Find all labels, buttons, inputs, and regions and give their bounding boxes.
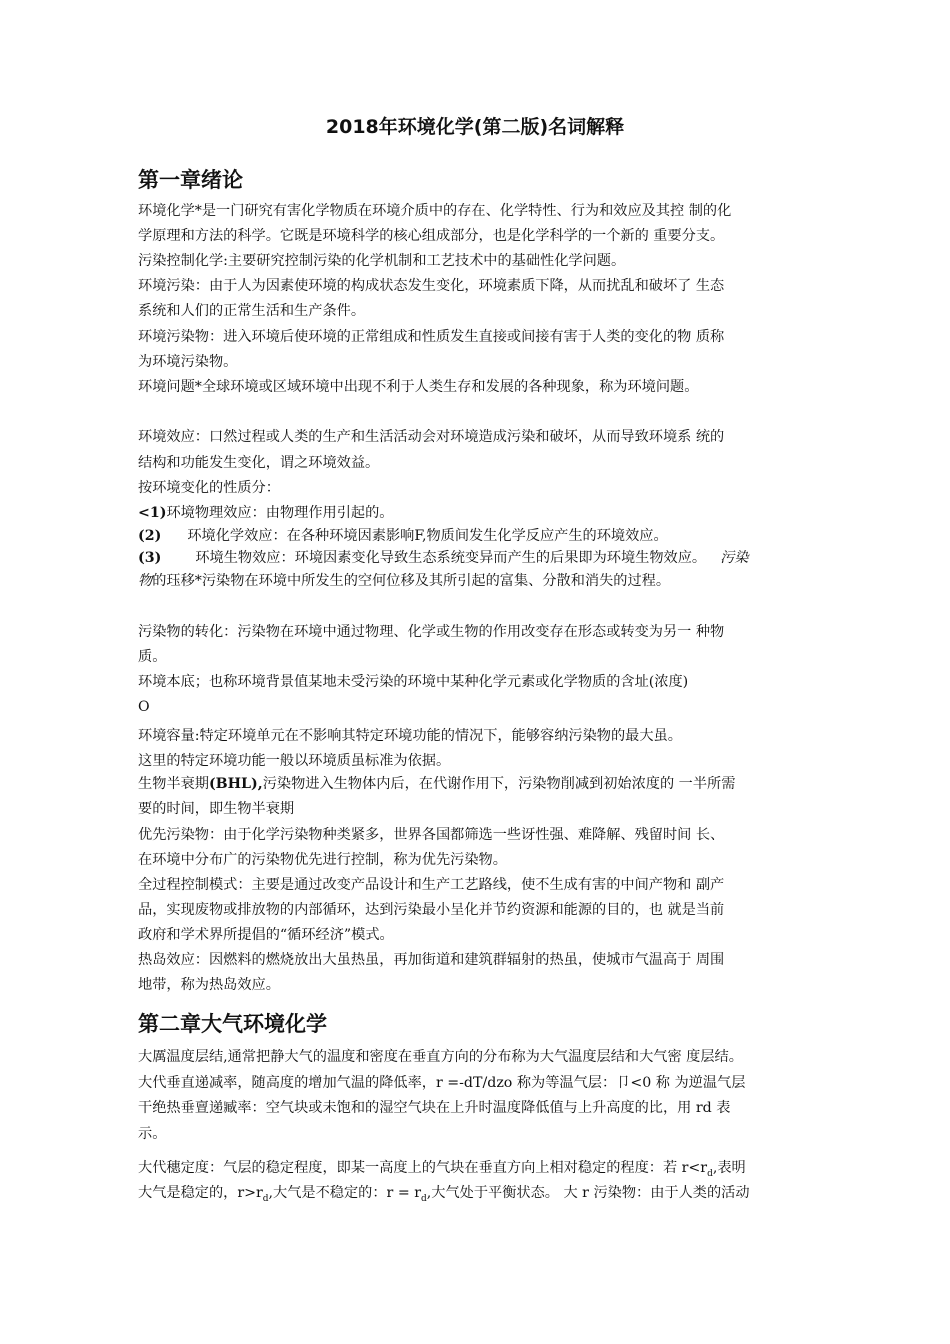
paragraph-line: 示。 [138, 1126, 167, 1142]
document-title: 2018年环境化学(第二版)名词解释 [325, 116, 625, 138]
italic-text: 污染 [720, 550, 749, 566]
paragraph-line: 在环境中分布广的污染物优先进行控制，称为优先污染物。 [138, 852, 507, 868]
paragraph-line: 污染物的转化：污染物在环境中通过物理、化学或生物的作用改变存在形态或转变为另一 种物 [138, 624, 725, 640]
paragraph-line [138, 774, 818, 794]
paragraph-line: 热岛效应：因燃料的燃烧放出大虽热虽，再加街道和建筑群辐射的热虽，使城市气温高于 周围 [138, 952, 725, 968]
line-text: ,大气处于平衡状态。 大 r 污染物：由于人类的活动 [426, 1185, 750, 1201]
list-number: <1) [138, 505, 167, 521]
paragraph-line: 污染控制化学:主要研究控制污染的化学机制和工艺技术中的基础性化学问题。 [138, 253, 626, 269]
chapter-1-heading: 第一章绪论 [138, 168, 243, 192]
list-item [138, 503, 818, 523]
paragraph-line: 环境容量:特定环境单元在不影响其特定环境功能的情况下，能够容纳污染物的最大虽。 [138, 728, 682, 744]
paragraph-line: 环境问题*全球环境或区域环境中出现不利于人类生存和发展的各种现象，称为环境问题。 [138, 379, 699, 395]
list-item [138, 526, 818, 546]
list-text: 环境生物效应：环境因素变化导致生态系统变异而产生的后果即为环境生物效应。 [195, 550, 707, 566]
paragraph-line: 结构和功能发生变化，谓之环境效益。 [138, 455, 380, 471]
paragraph-line: 干绝热垂亶递臧率：空气块或未饱和的湿空气块在上升时温度降低值与上升高度的比，用 rd 表 [138, 1100, 731, 1116]
paragraph-line: 这里的特定环境功能一般以环境质虽标准为依据。 [138, 753, 451, 769]
paragraph-line: 学原理和方法的科学。它既是环境科学的核心组成部分，也是化学科学的一个新的 重要分支。 [138, 228, 725, 244]
list-text: 环境物理效应：由物理作用引起的。 [166, 505, 394, 521]
subscript: d [421, 1193, 427, 1204]
paragraph-line: 为环境污染物。 [138, 354, 238, 370]
paragraph-line: 环境化学*是一门研究有害化学物质在环境介质中的存在、化学特性、行为和效应及其控 制的化 [138, 203, 732, 219]
paragraph-line: 全过程控制模式：主要是通过改变产品设计和生产工艺路线，使不生成有害的中间产物和 副产 [138, 877, 725, 893]
list-text: 环境化学效应：在各种环境因素影响F,物质间发生化学反应产生的环境效应。 [187, 528, 668, 544]
paragraph-line: 质。 [138, 649, 167, 665]
paragraph-line: 环境效应：口然过程或人类的生产和生活活动会对环境造成污染和破坏，从而导致环境系 统的 [138, 429, 725, 445]
paragraph-line [138, 1158, 818, 1184]
paragraph-line: 环境污染：由于人为因素使环境的构成状态发生变化，环境素质下降，从而扰乱和破坏了 生态 [138, 278, 725, 294]
paragraph-line: O [138, 699, 150, 715]
paragraph-line: 系统和人们的正常生活和生产条件。 [138, 303, 366, 319]
list-number: (2) [138, 528, 162, 544]
paragraph-line: 大代垂直递减率，随高度的增加气温的降低率，r =-dT/dzo 称为等温气层：卩<0 称 为逆温气层 [138, 1075, 746, 1091]
line-text: 大代穗定度：气层的稳定程度，即某一高度上的气块在垂直方向上相对稳定的程度：若 r<r [138, 1160, 708, 1176]
paragraph-line: 要的时间，即生物半衰期 [138, 801, 295, 817]
line-text: 大气是稳定的，r>r [138, 1185, 263, 1201]
list-item [138, 548, 818, 568]
paragraph-line: 环境本底；也称环境背景值某地未受污染的环境中某种化学元素或化学物质的含址(浓度) [138, 674, 689, 690]
line-text: ,表明 [712, 1160, 746, 1176]
paragraph-line: 品，实现废物或排放物的内部循环，达到污染最小呈化并节约资源和能源的目的，也 就是当前 [138, 902, 725, 918]
line-text: ,大气是不稳定的：r = r [268, 1185, 422, 1201]
italic-text: 物 [138, 573, 153, 589]
subscript: d [707, 1168, 713, 1179]
paragraph-line: 环境污染物：进入环境后使环境的正常组成和性质发生直接或间接有害于人类的变化的物 质称 [138, 329, 725, 345]
chapter-2-heading: 第二章大气环境化学 [138, 1012, 327, 1036]
paragraph-line: 按环境变化的性质分： [138, 480, 280, 496]
paragraph-line: 优先污染物：由于化学污染物种类紧多，世界各国都筛选一些讶性强、难降解、残留时间 长、 [138, 827, 725, 843]
subscript: d [262, 1193, 269, 1204]
line-text: 生物半衰期 [138, 776, 209, 792]
paragraph-line [138, 571, 818, 591]
line-text: 污染物进入生物体内后，在代谢作用下，污染物削减到初始浓度的 一半所需 [262, 776, 736, 792]
paragraph-line: 政府和学术界所提倡的“循环经济”模式。 [138, 927, 394, 943]
paragraph-line [138, 1183, 818, 1209]
paragraph-line: 大厲温度层结,通常把静大气的温度和密度在垂直方向的分布称为大气温度层结和大气密 度层结。 [138, 1049, 743, 1065]
bold-text: (BHL), [208, 776, 263, 792]
list-number: (3) [138, 550, 162, 566]
line-text: 的珏移*污染物在环境中所发生的空何位移及其所引起的富集、分散和消失的过程。 [152, 573, 671, 589]
paragraph-line: 地带，称为热岛效应。 [138, 977, 280, 993]
